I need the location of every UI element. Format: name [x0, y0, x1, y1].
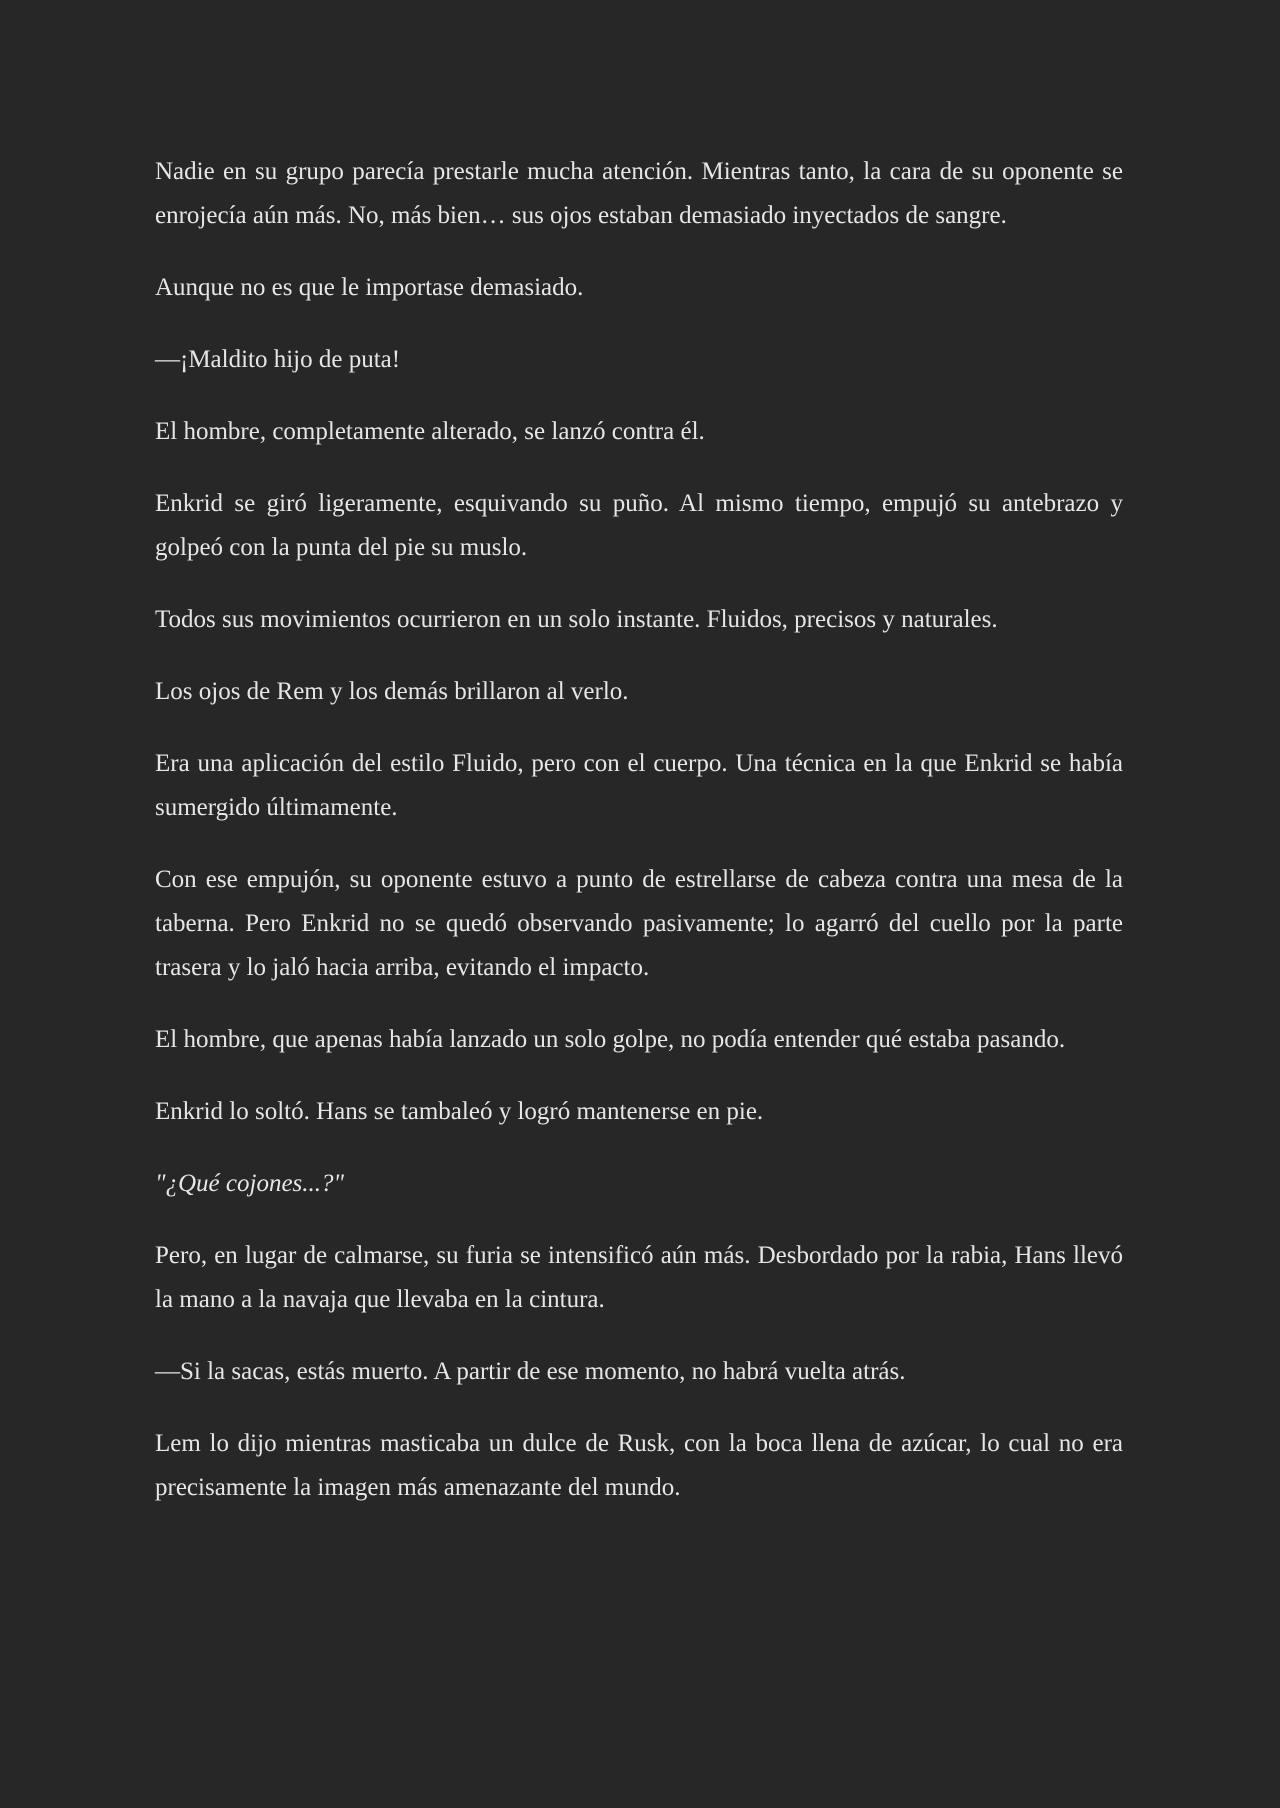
paragraph: Nadie en su grupo parecía prestarle mucha atención. Mientras tanto, la cara de su oponente se enrojecía aún más. No, más bien… sus ojos estaban demasiado inyectados de sangre. — [155, 158, 1123, 229]
paragraph: Era una aplicación del estilo Fluido, pero con el cuerpo. Una técnica en la que Enkrid se había sumergido últimamente. — [155, 750, 1123, 821]
paragraph: Los ojos de Rem y los demás brillaron al verlo. — [155, 678, 629, 705]
paragraph: Lem lo dijo mientras masticaba un dulce de Rusk, con la boca llena de azúcar, lo cual no era precisamente la imagen más amenazante del mundo. — [155, 1430, 1123, 1501]
paragraph: —¡Maldito hijo de puta! — [155, 346, 401, 373]
paragraph: El hombre, que apenas había lanzado un solo golpe, no podía entender qué estaba pasando. — [155, 1026, 1066, 1053]
paragraph: —Si la sacas, estás muerto. A partir de ese momento, no habrá vuelta atrás. — [155, 1358, 906, 1385]
paragraph: Enkrid se giró ligeramente, esquivando su puño. Al mismo tiempo, empujó su antebrazo y golpeó con la punta del pie su muslo. — [155, 490, 1123, 561]
chapter-text — [155, 150, 1123, 1538]
paragraph: El hombre, completamente alterado, se lanzó contra él. — [155, 418, 705, 445]
paragraph-italic-thought: "¿Qué cojones...?" — [155, 1170, 345, 1197]
paragraph: Pero, en lugar de calmarse, su furia se intensificó aún más. Desbordado por la rabia, Hans llevó la mano a la navaja que llevaba en la cintura. — [155, 1242, 1123, 1313]
paragraph: Enkrid lo soltó. Hans se tambaleó y logró mantenerse en pie. — [155, 1098, 764, 1125]
paragraph: Aunque no es que le importase demasiado. — [155, 274, 584, 301]
paragraph: Con ese empujón, su oponente estuvo a punto de estrellarse de cabeza contra una mesa de la taberna. Pero Enkrid no se quedó observando pasivamente; lo agarró del cuello por la parte trasera y lo jaló hacia arriba, evitando el impacto. — [155, 866, 1123, 981]
paragraph: Todos sus movimientos ocurrieron en un solo instante. Fluidos, precisos y naturales. — [155, 606, 998, 633]
